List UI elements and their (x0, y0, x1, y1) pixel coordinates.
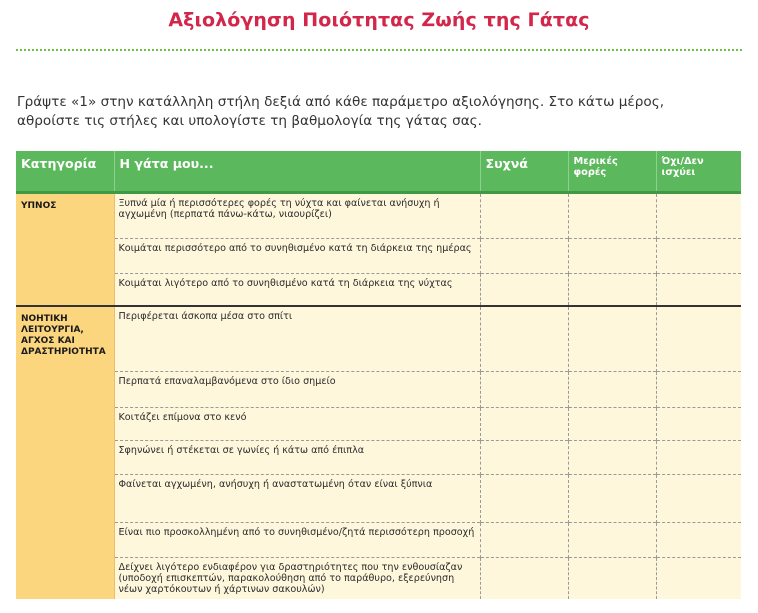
answer-often-cell[interactable] (480, 238, 568, 273)
question-text: Κοιμάται λιγότερο από το συνηθισμένο κατά τη διάρκεια της νύχτας (114, 273, 480, 306)
answer-sometimes-cell[interactable] (568, 273, 656, 306)
answer-never-cell[interactable] (656, 273, 741, 306)
table-row (16, 522, 741, 557)
answer-often-cell[interactable] (480, 306, 568, 371)
question-text: Δείχνει λιγότερο ενδιαφέρον για δραστηριότητες που την ενθουσίαζαν (υποδοχή επισκεπτών, παρακολούθηση από το παράθυρο, εξερεύνηση νέων χαρτόκουτων ή χάρτινων σακουλών) (114, 557, 480, 599)
table-row (16, 371, 741, 407)
table-row (16, 306, 741, 371)
question-text: Ξυπνά μία ή περισσότερες φορές τη νύχτα και φαίνεται ανήσυχη ή αγχωμένη (περπατά πάνω-κάτω, νιαουρίζει) (114, 192, 480, 238)
answer-sometimes-cell[interactable] (568, 522, 656, 557)
answer-sometimes-cell[interactable] (568, 407, 656, 440)
question-text: Είναι πιο προσκολλημένη από το συνηθισμένο/ζητά περισσότερη προσοχή (114, 522, 480, 557)
category-cognition: ΝΟΗΤΙΚΗ ΛΕΙΤΟΥΡΓΙΑ, ΑΓΧΟΣ ΚΑΙ ΔΡΑΣΤΗΡΙΟΤΗΤΑ (16, 306, 114, 599)
assessment-table (16, 151, 741, 599)
instructions-line-1: Γράψτε «1» στην κατάλληλη στήλη δεξιά από κάθε παράμετρο αξιολόγησης. Στο κάτω μέρος, (17, 94, 665, 110)
answer-never-cell[interactable] (656, 238, 741, 273)
answer-often-cell[interactable] (480, 557, 568, 599)
answer-sometimes-cell[interactable] (568, 306, 656, 371)
instructions-line-2: αθροίστε τις στήλες και υπολογίστε τη βαθμολογία της γάτας σας. (17, 113, 482, 129)
question-text: Κοιμάται περισσότερο από το συνηθισμένο κατά τη διάρκεια της ημέρας (114, 238, 480, 273)
table-row (16, 407, 741, 440)
question-text: Σφηνώνει ή στέκεται σε γωνίες ή κάτω από έπιπλα (114, 440, 480, 474)
answer-sometimes-cell[interactable] (568, 238, 656, 273)
answer-never-cell[interactable] (656, 407, 741, 440)
answer-never-cell[interactable] (656, 192, 741, 238)
answer-often-cell[interactable] (480, 522, 568, 557)
answer-sometimes-cell[interactable] (568, 474, 656, 522)
category-sleep: ΥΠΝΟΣ (16, 192, 114, 306)
answer-never-cell[interactable] (656, 557, 741, 599)
answer-often-cell[interactable] (480, 273, 568, 306)
answer-never-cell[interactable] (656, 474, 741, 522)
table-row (16, 440, 741, 474)
header-question: Η γάτα μου... (114, 151, 480, 192)
answer-sometimes-cell[interactable] (568, 557, 656, 599)
table-row (16, 273, 741, 306)
question-text: Κοιτάζει επίμονα στο κενό (114, 407, 480, 440)
dotted-divider (16, 49, 742, 51)
answer-sometimes-cell[interactable] (568, 371, 656, 407)
header-sometimes: Μερικές φορές (568, 151, 656, 192)
table-row (16, 238, 741, 273)
page-title: Αξιολόγηση Ποιότητας Ζωής της Γάτας (168, 9, 590, 31)
answer-often-cell[interactable] (480, 407, 568, 440)
answer-never-cell[interactable] (656, 522, 741, 557)
table-row (16, 192, 741, 238)
table-row (16, 474, 741, 522)
answer-often-cell[interactable] (480, 371, 568, 407)
question-text: Φαίνεται αγχωμένη, ανήσυχη ή αναστατωμένη όταν είναι ξύπνια (114, 474, 480, 522)
answer-often-cell[interactable] (480, 474, 568, 522)
answer-never-cell[interactable] (656, 440, 741, 474)
answer-sometimes-cell[interactable] (568, 192, 656, 238)
question-text: Περιφέρεται άσκοπα μέσα στο σπίτι (114, 306, 480, 371)
table-row (16, 557, 741, 599)
answer-often-cell[interactable] (480, 192, 568, 238)
table-header-row (16, 151, 741, 192)
answer-often-cell[interactable] (480, 440, 568, 474)
header-never: Όχι/Δεν ισχύει (656, 151, 741, 192)
header-category: Κατηγορία (16, 151, 114, 192)
header-often: Συχνά (480, 151, 568, 192)
answer-never-cell[interactable] (656, 371, 741, 407)
answer-never-cell[interactable] (656, 306, 741, 371)
instructions (17, 93, 747, 131)
question-text: Περπατά επαναλαμβανόμενα στο ίδιο σημείο (114, 371, 480, 407)
answer-sometimes-cell[interactable] (568, 440, 656, 474)
